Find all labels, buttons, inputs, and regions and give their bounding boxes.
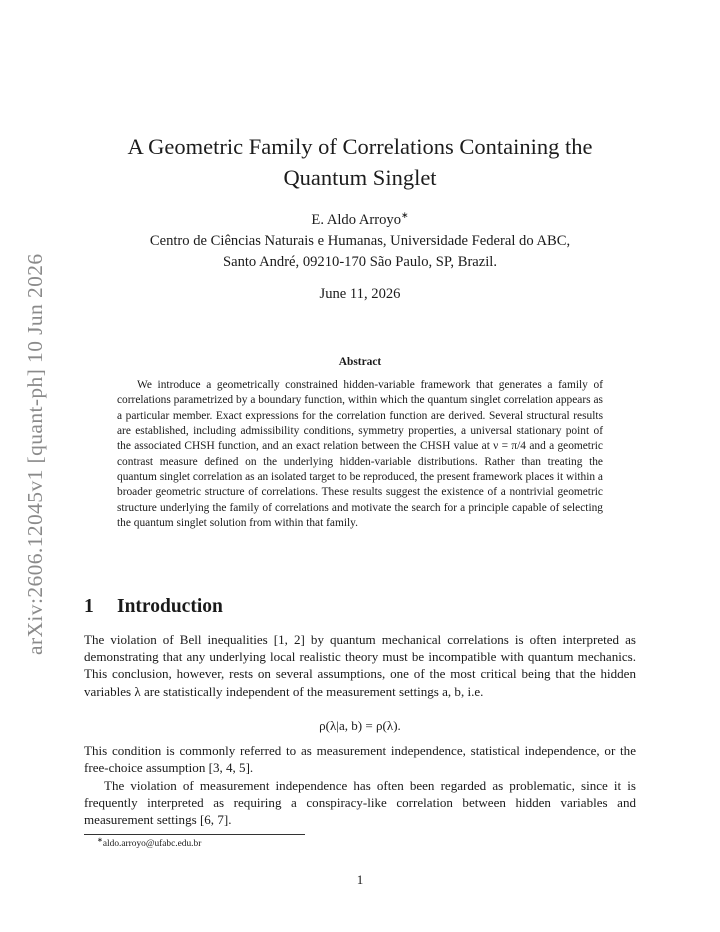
section-number: 1	[84, 596, 94, 617]
section-heading	[84, 596, 223, 618]
display-equation: ρ(λ|a, b) = ρ(λ).	[319, 718, 401, 733]
paper-title	[84, 131, 636, 193]
author-block	[84, 210, 636, 273]
author-name: E. Aldo Arroyo	[311, 212, 402, 228]
abstract-text: We introduce a geometrically constrained hidden-variable framework that generates a family of correlations parametrized by a boundary function, within which the quantum singlet correlation appears as a particular member. Exact expressions for the correlation function are derived. Several structural results are established, including admissibility conditions, symmetry properties, a universal stationary point of the associated CHSH function, and an exact relation between the CHSH value at ν = π/4 and a geometric contrast measure defined on the underlying hidden-variable distributions. Rather than treating the quantum singlet correlation as an isolated target to be reproduced, the present framework places it within a broader geometric structure of correlations. These results suggest the existence of a nontrivial geometric structure underlying the family of correlations and motivate the search for a principle capable of selecting the quantum singlet solution from within that family.	[117, 379, 603, 530]
title-line-1: A Geometric Family of Correlations Containing the	[127, 134, 593, 159]
page-number: 1	[356, 872, 364, 887]
title-line-2: Quantum Singlet	[283, 165, 437, 190]
publication-date: June 11, 2026	[319, 286, 401, 302]
author-footnote-mark[interactable]: ∗	[401, 210, 409, 221]
section-title: Introduction	[117, 596, 223, 617]
footnote-divider	[84, 834, 305, 835]
footnote-email[interactable]: aldo.arroyo@ufabc.edu.br	[102, 839, 202, 849]
abstract-heading: Abstract	[338, 356, 382, 368]
body-paragraph-1: The violation of Bell inequalities [1, 2] by quantum mechanical correlations is often interpreted as demonstrating that any underlying local realistic theory must be incompatible with quantum mechanics. This conclusion, however, rests on several assumptions, one of the most critical being that the hidden variables λ are statistically independent of the measurement settings a, b, i.e.	[84, 632, 636, 699]
body-paragraph-2: This condition is commonly referred to as measurement independence, statistical independence, or the free-choice assumption [3, 4, 5].	[84, 743, 636, 776]
body-paragraph-3: The violation of measurement independence has often been regarded as problematic, since it is frequently interpreted as requiring a conspiracy-like correlation between hidden variables and measurement settings [6, 7].	[84, 778, 636, 828]
author-line	[84, 210, 636, 231]
affiliation-line-1: Centro de Ciências Naturais e Humanas, Universidade Federal do ABC,	[149, 233, 571, 249]
footnote	[97, 835, 202, 849]
footnote-mark: ∗	[97, 835, 103, 844]
affiliation-line-2: Santo André, 09210-170 São Paulo, SP, Brazil.	[222, 254, 498, 270]
arxiv-identifier-stamp: arXiv:2606.12045v1 [quant-ph] 10 Jun 2026	[23, 253, 47, 655]
